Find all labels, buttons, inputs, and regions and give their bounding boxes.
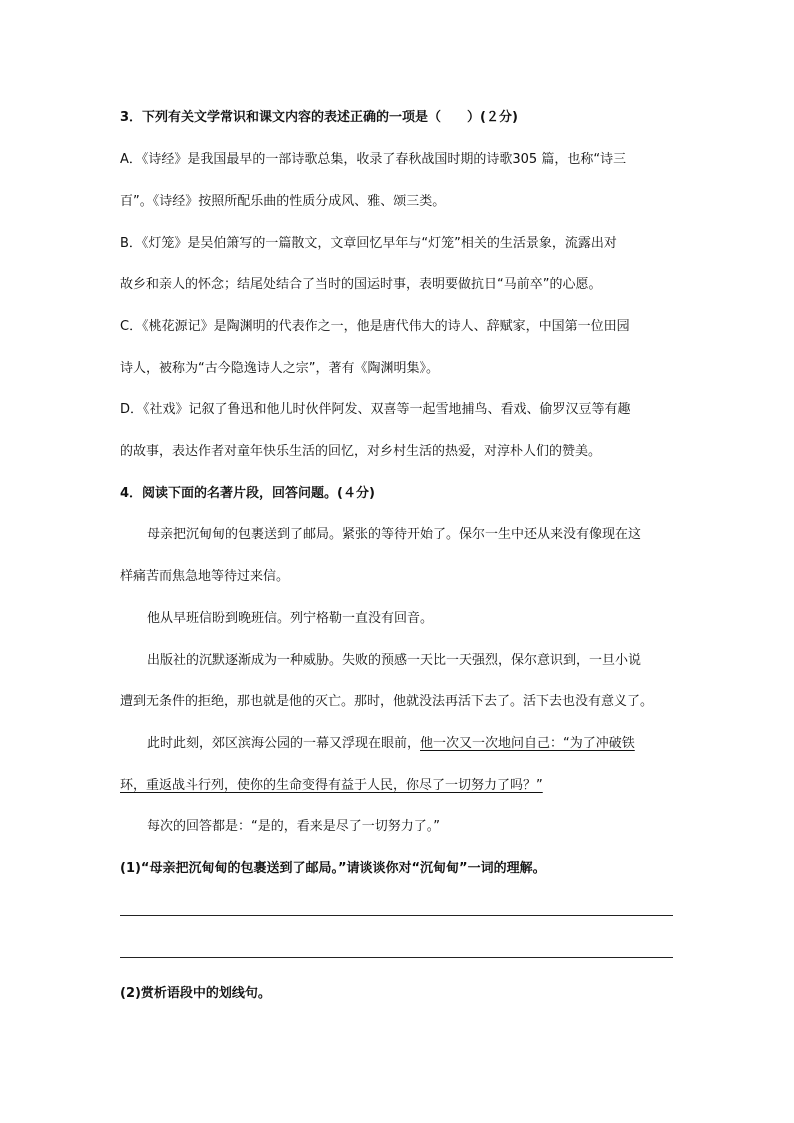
option-a-line-2: 百”。《诗经》按照所配乐曲的性质分成风、雅、颂三类。	[120, 194, 446, 209]
answer-line-1[interactable]	[120, 915, 673, 916]
sub-question-2: (2)赏析语段中的划线句。	[120, 986, 271, 1001]
passage-p1-line-1: 母亲把沉甸甸的包裹送到了邮局。紧张的等待开始了。保尔一生中还从来没有像现在这	[147, 527, 642, 542]
sub-question-1: (1)“母亲把沉甸甸的包裹送到了邮局。”请谈谈你对“沉甸甸”一词的理解。	[120, 861, 546, 876]
passage-p4-line-2	[120, 777, 543, 795]
passage-p4-plain: 此时此刻，郊区滨海公园的一幕又浮现在眼前，	[147, 736, 421, 751]
option-c-line-1: C．《桃花源记》是陶渊明的代表作之一，他是唐代伟大的诗人、辞赋家，中国第一位田园	[120, 319, 630, 334]
option-c-line-2: 诗人，被称为“古今隐逸诗人之宗”，著有《陶渊明集》。	[120, 361, 439, 376]
option-a-line-1: A．《诗经》是我国最早的一部诗歌总集，收录了春秋战国时期的诗歌305 篇，也称“诗三	[120, 152, 627, 167]
option-b-line-1: B．《灯笼》是吴伯箫写的一篇散文，文章回忆早年与“灯笼”相关的生活景象，流露出对	[120, 236, 617, 251]
option-b-line-2: 故乡和亲人的怀念；结尾处结合了当时的国运时事，表明要做抗日“马前卒”的心愿。	[120, 277, 602, 292]
passage-p4-line-1	[147, 735, 635, 753]
passage-p5: 每次的回答都是：“是的，看来是尽了一切努力了。”	[147, 819, 440, 834]
option-d-line-2: 的故事，表达作者对童年快乐生活的回忆，对乡村生活的热爱，对淳朴人们的赞美。	[120, 444, 602, 459]
passage-p1-line-2: 样痛苦而焦急地等待过来信。	[120, 569, 290, 584]
passage-p3-line-2: 遭到无条件的拒绝，那也就是他的灭亡。那时，他就没法再活下去了。活下去也没有意义了。	[120, 694, 654, 709]
underlined-sentence-part-1: 他一次又一次地问自己：“为了冲破铁	[420, 736, 635, 751]
option-d-line-1: D．《社戏》记叙了鲁迅和他儿时伙伴阿发、双喜等一起雪地捕鸟、看戏、偷罗汉豆等有趣	[120, 402, 631, 417]
question-4-stem: 4．阅读下面的名著片段，回答问题。(４分)	[120, 486, 375, 501]
passage-p3-line-1: 出版社的沉默逐渐成为一种威胁。失败的预感一天比一天强烈，保尔意识到，一旦小说	[147, 653, 642, 668]
answer-line-2[interactable]	[120, 957, 673, 958]
question-3-stem: 3．下列有关文学常识和课文内容的表述正确的一项是（ ）(２分)	[120, 110, 518, 125]
passage-p2: 他从早班信盼到晚班信。列宁格勒一直没有回音。	[147, 611, 434, 626]
underlined-sentence-part-2: 环，重返战斗行列，使你的生命变得有益于人民，你尽了一切努力了吗？”	[120, 778, 543, 793]
